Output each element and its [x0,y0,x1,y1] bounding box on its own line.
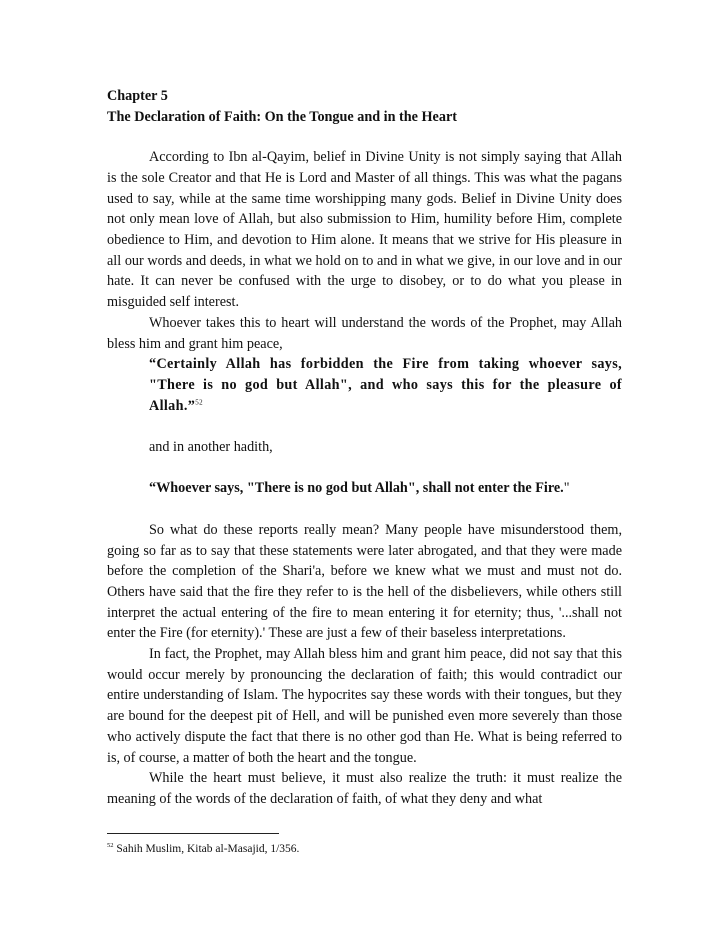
footnote-number: 52 [107,842,114,850]
footnote-ref: 52 [195,397,203,406]
paragraph-2: Whoever takes this to heart will understand the words of the Prophet, may Allah bless him and grant him peace, [107,314,622,352]
hadith-quote-2 [149,478,622,499]
paragraph-3: So what do these reports really mean? Many people have misunderstood them, going so far as to say that these statements were later abrogated, and that they were made before the completion of the Shari'a, before we knew what we must and must not do. Others have said that the fire they refer to is the hell of the disbelievers, while others still interpret the actual entering of the fire to mean entering it for eternity; thus, '...shall not enter the Fire (for eternity).' These are just a few of their baseless interpretations. [107,521,622,642]
another-hadith-line: and in another hadith, [149,439,273,456]
spacer [107,127,622,147]
hadith-quote-2-text: “Whoever says, "There is no god but Allah", shall not enter the Fire. [149,480,564,497]
spacer [107,416,622,437]
paragraph-1: According to Ibn al-Qayim, belief in Divine Unity is not simply saying that Allah is the sole Creator and that He is Lord and Master of all things. This was what the pagans used to say, while at the same time worshipping many gods. Belief in Divine Unity does not only mean love of Allah, but also submission to Him, humility before Him, complete obedience to Him, and devotion to Him alone. It means that we strive for His pleasure in all our words and deeds, in what we hold on to and in what we give, in our love and in our hate. It can never be confused with the urge to disobey, or to do what you please in misguided self interest. [107,149,622,311]
paragraph-4: In fact, the Prophet, may Allah bless him and grant him peace, did not say that this would occur merely by pronouncing the declaration of faith; this would contradict our entire understanding of Islam. The hypocrites say these words with their tongues, but they are bound for the deepest pit of Hell, and will be punished even more severely than those who actively dispute the fact that there is no other god than He. What is being referred to is, of course, a matter of both the heart and the tongue. [107,646,622,766]
hadith-quote-1 [149,354,622,416]
footnote [107,842,299,856]
chapter-title: The Declaration of Faith: On the Tongue and in the Heart [107,108,457,125]
spacer [107,458,622,479]
chapter-label: Chapter 5 [107,88,168,104]
paragraph-5: While the heart must believe, it must also realize the truth: it must realize the meaning of the words of the declaration of faith, of what they deny and what [107,770,622,807]
footnote-text: Sahih Muslim, Kitab al-Masajid, 1/356. [116,843,300,855]
spacer [107,499,622,520]
hadith-quote-2-end: " [563,480,570,497]
hadith-quote-1-text: “Certainly Allah has forbidden the Fire from taking whoever says, "There is no god but Allah", and who says this for the pleasure of Allah.” [149,356,622,414]
footnote-divider [107,833,279,834]
